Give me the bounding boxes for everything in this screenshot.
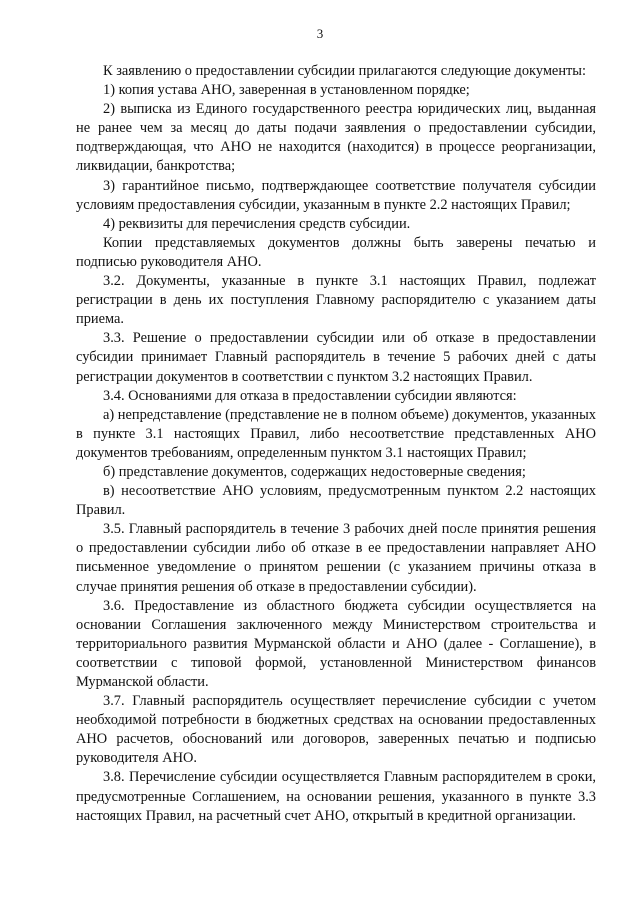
clause-3-4: 3.4. Основаниями для отказа в предоставлении субсидии являются: (103, 387, 517, 404)
clause-3-3: 3.3. Решение о предоставлении субсидии или об отказе в предоставлении субсидии принимает Главный распорядитель в течение 5 рабочих дней с даты регистрации документов в соответствии с пунктом 3.2 настоящих Правил. (76, 330, 596, 385)
paragraph-intro: К заявлению о предоставлении субсидии прилагаются следующие документы: (103, 63, 586, 79)
clause-3-8: 3.8. Перечисление субсидии осуществляется Главным распорядителем в сроки, предусмотренные Соглашением, на основании решения, указанного в пункте 3.3 настоящих Правил, на расчетный счет АНО, открытый в кредитной организации. (76, 769, 596, 824)
clause-3-2: 3.2. Документы, указанные в пункте 3.1 настоящих Правил, подлежат регистрации в день их поступления Главному распорядителю с указанием даты приема. (76, 273, 596, 328)
clause-3-7: 3.7. Главный распорядитель осуществляет перечисление субсидии с учетом необходимой потребности в бюджетных средствах на основании предоставленных АНО расчетов, обоснований или договоров, заверенных печатью и подписью руководителя АНО. (76, 693, 596, 767)
document-body (76, 62, 596, 826)
clause-3-5: 3.5. Главный распорядитель в течение 3 рабочих дней после принятия решения о предоставлении субсидии либо об отказе в ее предоставлении направляет АНО письменное уведомление о принятом решении (с указанием причины отказа в случае принятия решения об отказе в предоставлении субсидии). (76, 521, 596, 595)
clause-3-6: 3.6. Предоставление из областного бюджета субсидии осуществляется на основании Соглашения заключенного между Министерством строительства и территориального развития Мурманской области и АНО (далее - Соглашение), в соответствии с типовой формой, установленной Министерством финансов Мурманской области. (76, 597, 596, 690)
list-item-2: 2) выписка из Единого государственного реестра юридических лиц, выданная не ранее чем за месяц до даты подачи заявления о предоставлении субсидии, подтверждающая, что АНО не находится (находится) в процессе реорганизации, ликвидации, банкротства; (76, 101, 596, 175)
page-number: 3 (316, 26, 324, 41)
list-item-a: а) непредставление (представление не в полном объеме) документов, указанных в пункте 3.1 настоящих Правил, либо несоответствие представленных АНО документов требованиям, определенным пунктом 3.1 настоящих Правил; (76, 406, 596, 461)
list-item-1: 1) копия устава АНО, заверенная в установленном порядке; (103, 82, 470, 99)
list-item-4: 4) реквизиты для перечисления средств субсидии. (103, 215, 411, 232)
list-item-v: в) несоответствие АНО условиям, предусмотренным пунктом 2.2 настоящих Правил. (76, 483, 596, 519)
paragraph-copies: Копии представляемых документов должны быть заверены печатью и подписью руководителя АНО. (76, 234, 596, 270)
list-item-b: б) представление документов, содержащих недостоверные сведения; (103, 463, 526, 480)
list-item-3: 3) гарантийное письмо, подтверждающее соответствие получателя субсидии условиям предоставления субсидии, указанным в пункте 2.2 настоящих Правил; (76, 177, 596, 213)
